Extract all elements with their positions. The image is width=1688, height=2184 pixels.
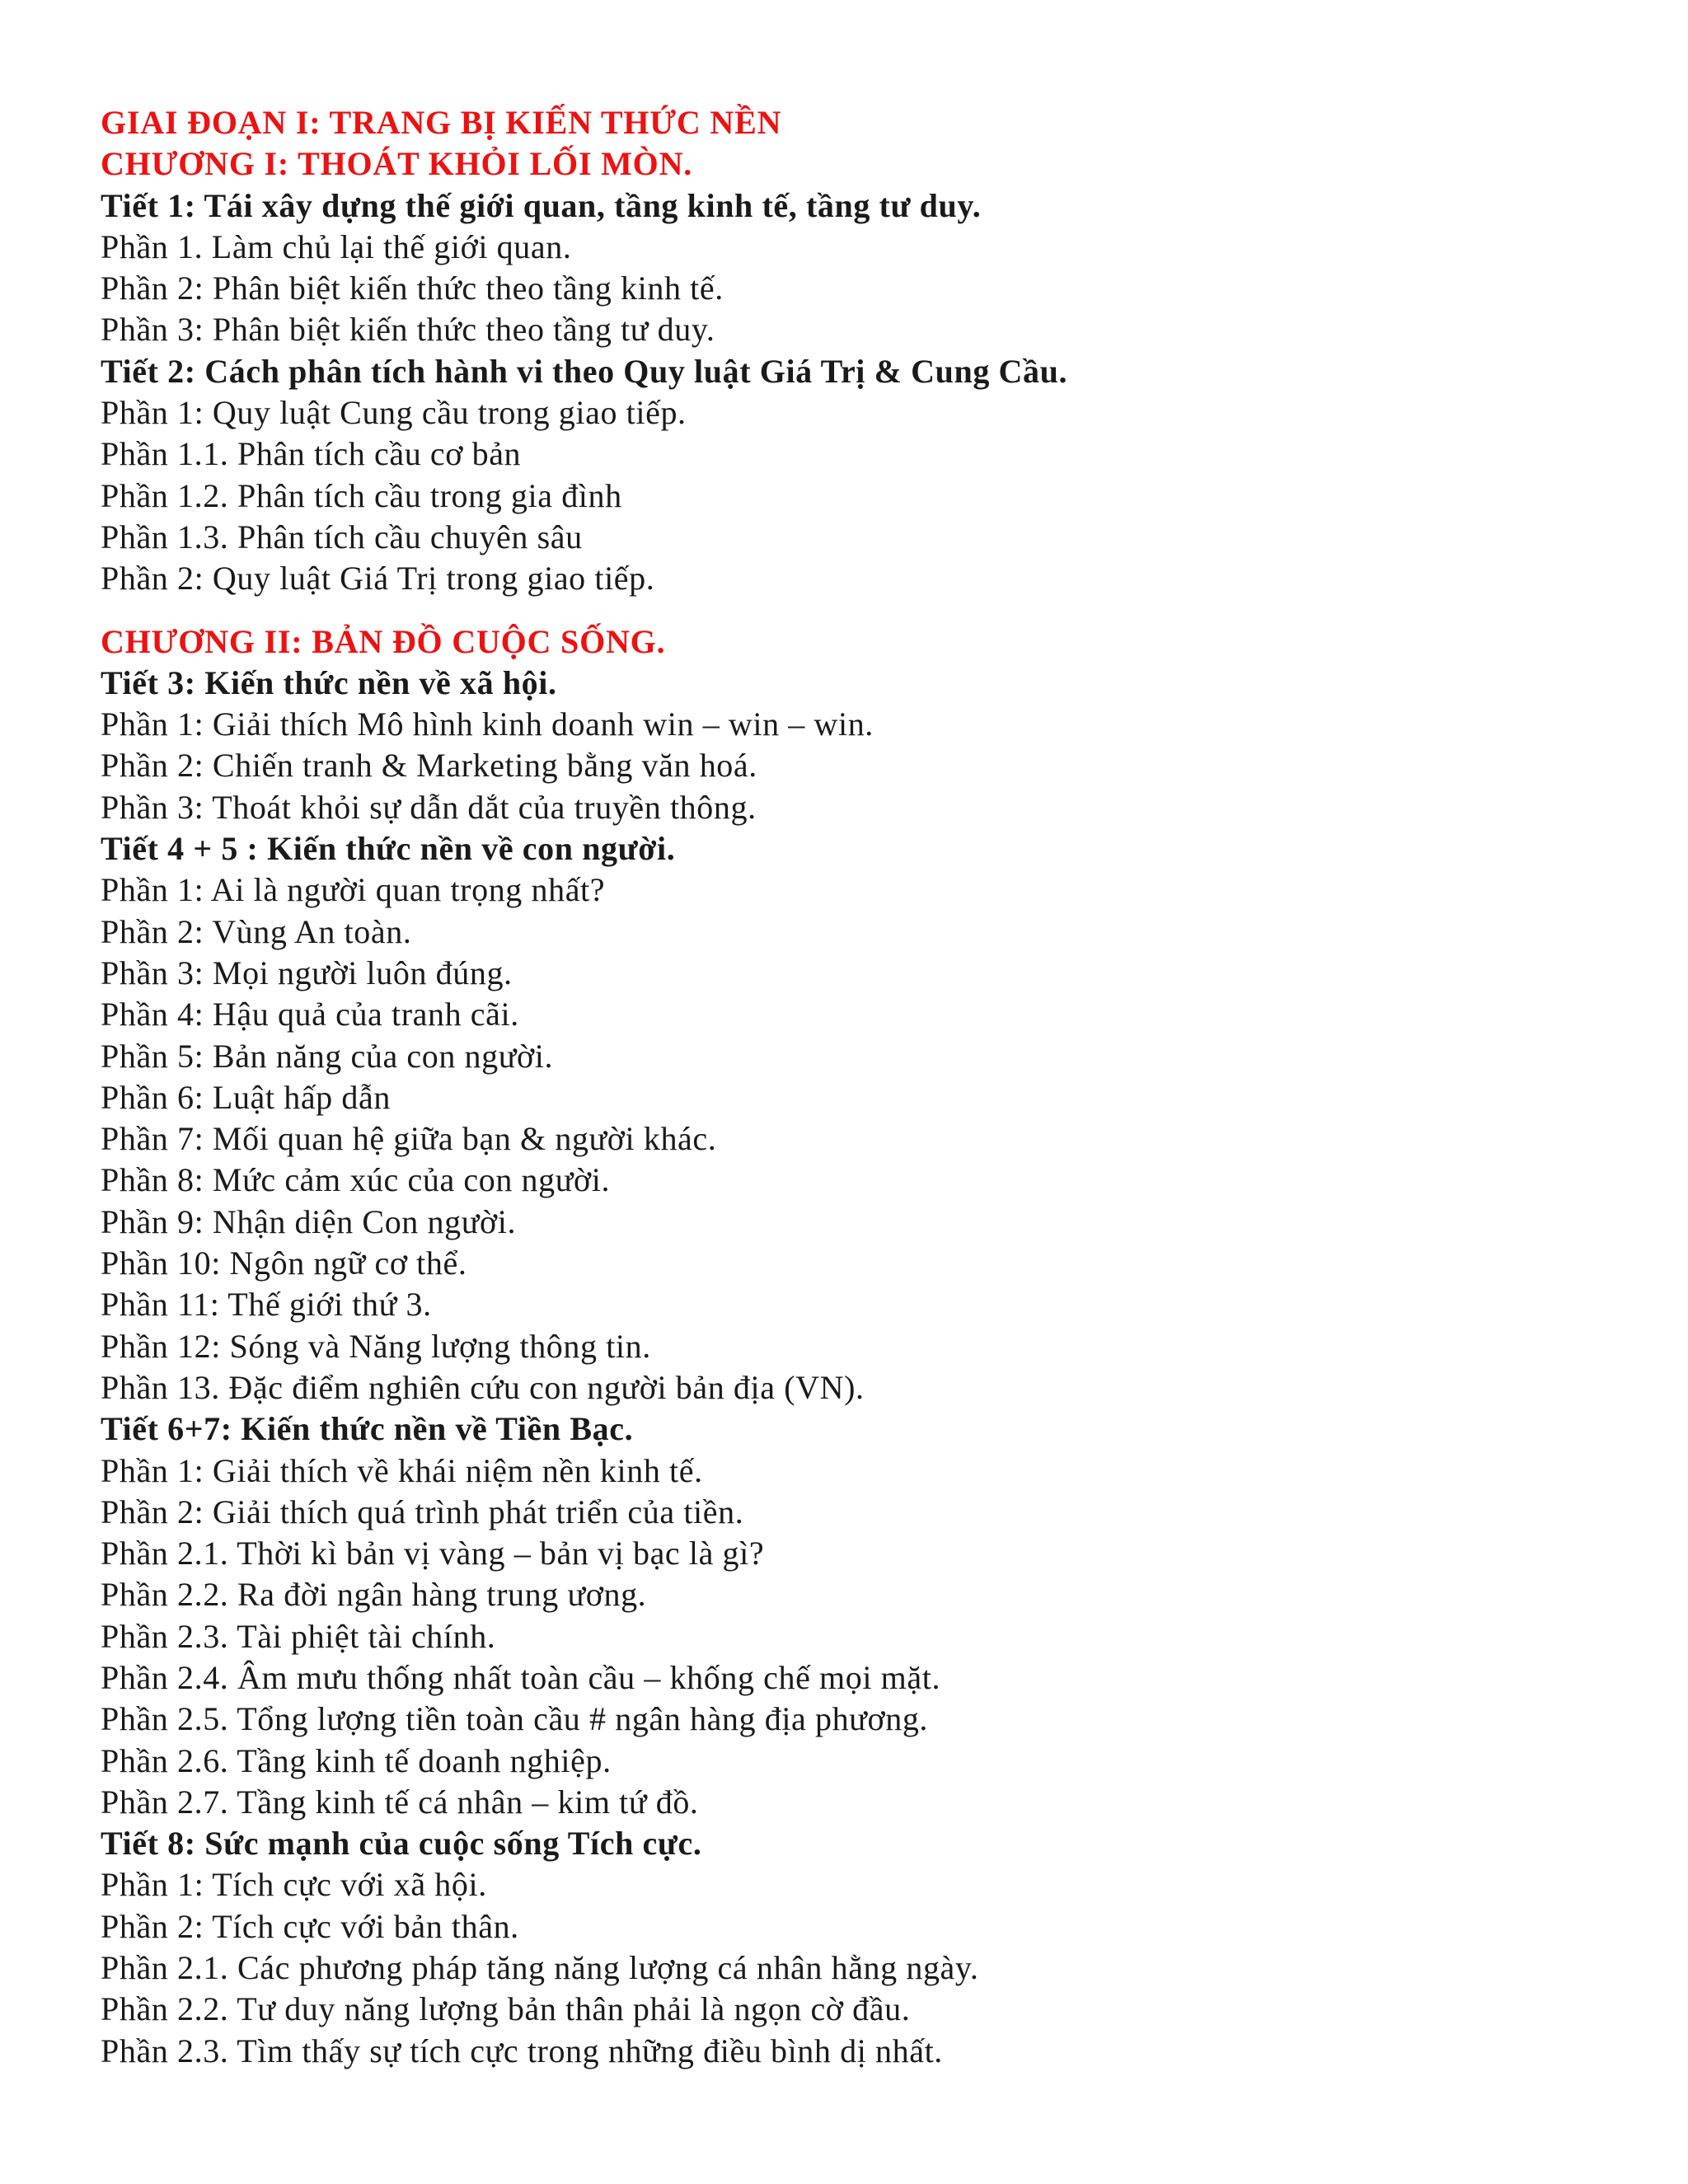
part-item: Phần 2: Vùng An toàn. — [101, 912, 412, 950]
lesson-title-3: Tiết 3: Kiến thức nền về xã hội. — [101, 663, 557, 701]
part-item: Phần 1.2. Phân tích cầu trong gia đình — [101, 476, 622, 514]
part-item: Phần 1. Làm chủ lại thế giới quan. — [101, 227, 572, 265]
section-gap — [101, 600, 1584, 621]
lesson-title-6-7: Tiết 6+7: Kiến thức nền về Tiền Bạc. — [101, 1410, 634, 1448]
part-item: Phần 12: Sóng và Năng lượng thông tin. — [101, 1327, 651, 1365]
part-item: Phần 4: Hậu quả của tranh cãi. — [101, 996, 519, 1033]
part-item: Phần 2: Chiến tranh & Marketing bằng văn hoá. — [101, 747, 757, 785]
part-item: Phần 2: Phân biệt kiến thức theo tầng kinh tế. — [101, 269, 724, 307]
part-item: Phần 2: Tích cực với bản thân. — [101, 1907, 519, 1945]
part-item: Phần 3: Phân biệt kiến thức theo tầng tư duy. — [101, 311, 715, 349]
part-item: Phần 2: Quy luật Giá Trị trong giao tiếp. — [101, 560, 655, 598]
part-item: Phần 2.7. Tầng kinh tế cá nhân – kim tứ đồ. — [101, 1783, 699, 1821]
chapter-title-1: CHƯƠNG I: THOÁT KHỎI LỐI MÒN. — [101, 145, 693, 183]
part-item: Phần 1: Quy luật Cung cầu trong giao tiếp. — [101, 394, 687, 432]
document-page — [101, 102, 1584, 2072]
part-item: Phần 2.1. Thời kì bản vị vàng – bản vị bạc là gì? — [101, 1535, 765, 1572]
part-item: Phần 11: Thế giới thứ 3. — [101, 1286, 432, 1324]
phase-title: GIAI ĐOẠN I: TRANG BỊ KIẾN THỨC NỀN — [101, 104, 782, 141]
part-item: Phần 2.4. Âm mưu thống nhất toàn cầu – khống chế mọi mặt. — [101, 1658, 941, 1696]
part-item: Phần 9: Nhận diện Con người. — [101, 1202, 517, 1240]
lesson-title-1: Tiết 1: Tái xây dựng thế giới quan, tầng kinh tế, tầng tư duy. — [101, 186, 982, 224]
part-item: Phần 1.1. Phân tích cầu cơ bản — [101, 435, 522, 473]
part-item: Phần 1.3. Phân tích cầu chuyên sâu — [101, 518, 583, 555]
lesson-title-2: Tiết 2: Cách phân tích hành vi theo Quy luật Giá Trị & Cung Cầu. — [101, 352, 1068, 390]
part-item: Phần 2.3. Tài phiệt tài chính. — [101, 1617, 496, 1655]
chapter-title-2: CHƯƠNG II: BẢN ĐỒ CUỘC SỐNG. — [101, 622, 666, 660]
part-item: Phần 1: Giải thích Mô hình kinh doanh win – win – win. — [101, 705, 874, 743]
part-item: Phần 3: Thoát khỏi sự dẫn dắt của truyền thông. — [101, 788, 757, 826]
part-item: Phần 1: Giải thích về khái niệm nền kinh tế. — [101, 1451, 703, 1489]
part-item: Phần 5: Bản năng của con người. — [101, 1037, 554, 1075]
part-item: Phần 8: Mức cảm xúc của con người. — [101, 1161, 611, 1199]
part-item: Phần 10: Ngôn ngữ cơ thể. — [101, 1244, 467, 1282]
part-item: Phần 7: Mối quan hệ giữa bạn & người khác. — [101, 1120, 717, 1158]
part-item: Phần 6: Luật hấp dẫn — [101, 1078, 391, 1116]
part-item: Phần 1: Tích cực với xã hội. — [101, 1866, 487, 1904]
part-item: Phần 3: Mọi người luôn đúng. — [101, 954, 513, 991]
part-item: Phần 2.2. Tư duy năng lượng bản thân phải là ngọn cờ đầu. — [101, 1990, 911, 2028]
part-item: Phần 13. Đặc điểm nghiên cứu con người bản địa (VN). — [101, 1368, 865, 1406]
lesson-title-8: Tiết 8: Sức mạnh của cuộc sống Tích cực. — [101, 1825, 702, 1863]
part-item: Phần 2.2. Ra đời ngân hàng trung ương. — [101, 1576, 647, 1614]
part-item: Phần 2.1. Các phương pháp tăng năng lượng cá nhân hằng ngày. — [101, 1949, 979, 1987]
part-item: Phần 1: Ai là người quan trọng nhất? — [101, 871, 606, 909]
part-item: Phần 2: Giải thích quá trình phát triển của tiền. — [101, 1493, 744, 1530]
lesson-title-4-5: Tiết 4 + 5 : Kiến thức nền về con người. — [101, 830, 676, 868]
part-item: Phần 2.6. Tầng kinh tế doanh nghiệp. — [101, 1741, 612, 1779]
part-item: Phần 2.5. Tổng lượng tiền toàn cầu # ngân hàng địa phương. — [101, 1700, 929, 1738]
part-item: Phần 2.3. Tìm thấy sự tích cực trong những điều bình dị nhất. — [101, 2032, 943, 2069]
